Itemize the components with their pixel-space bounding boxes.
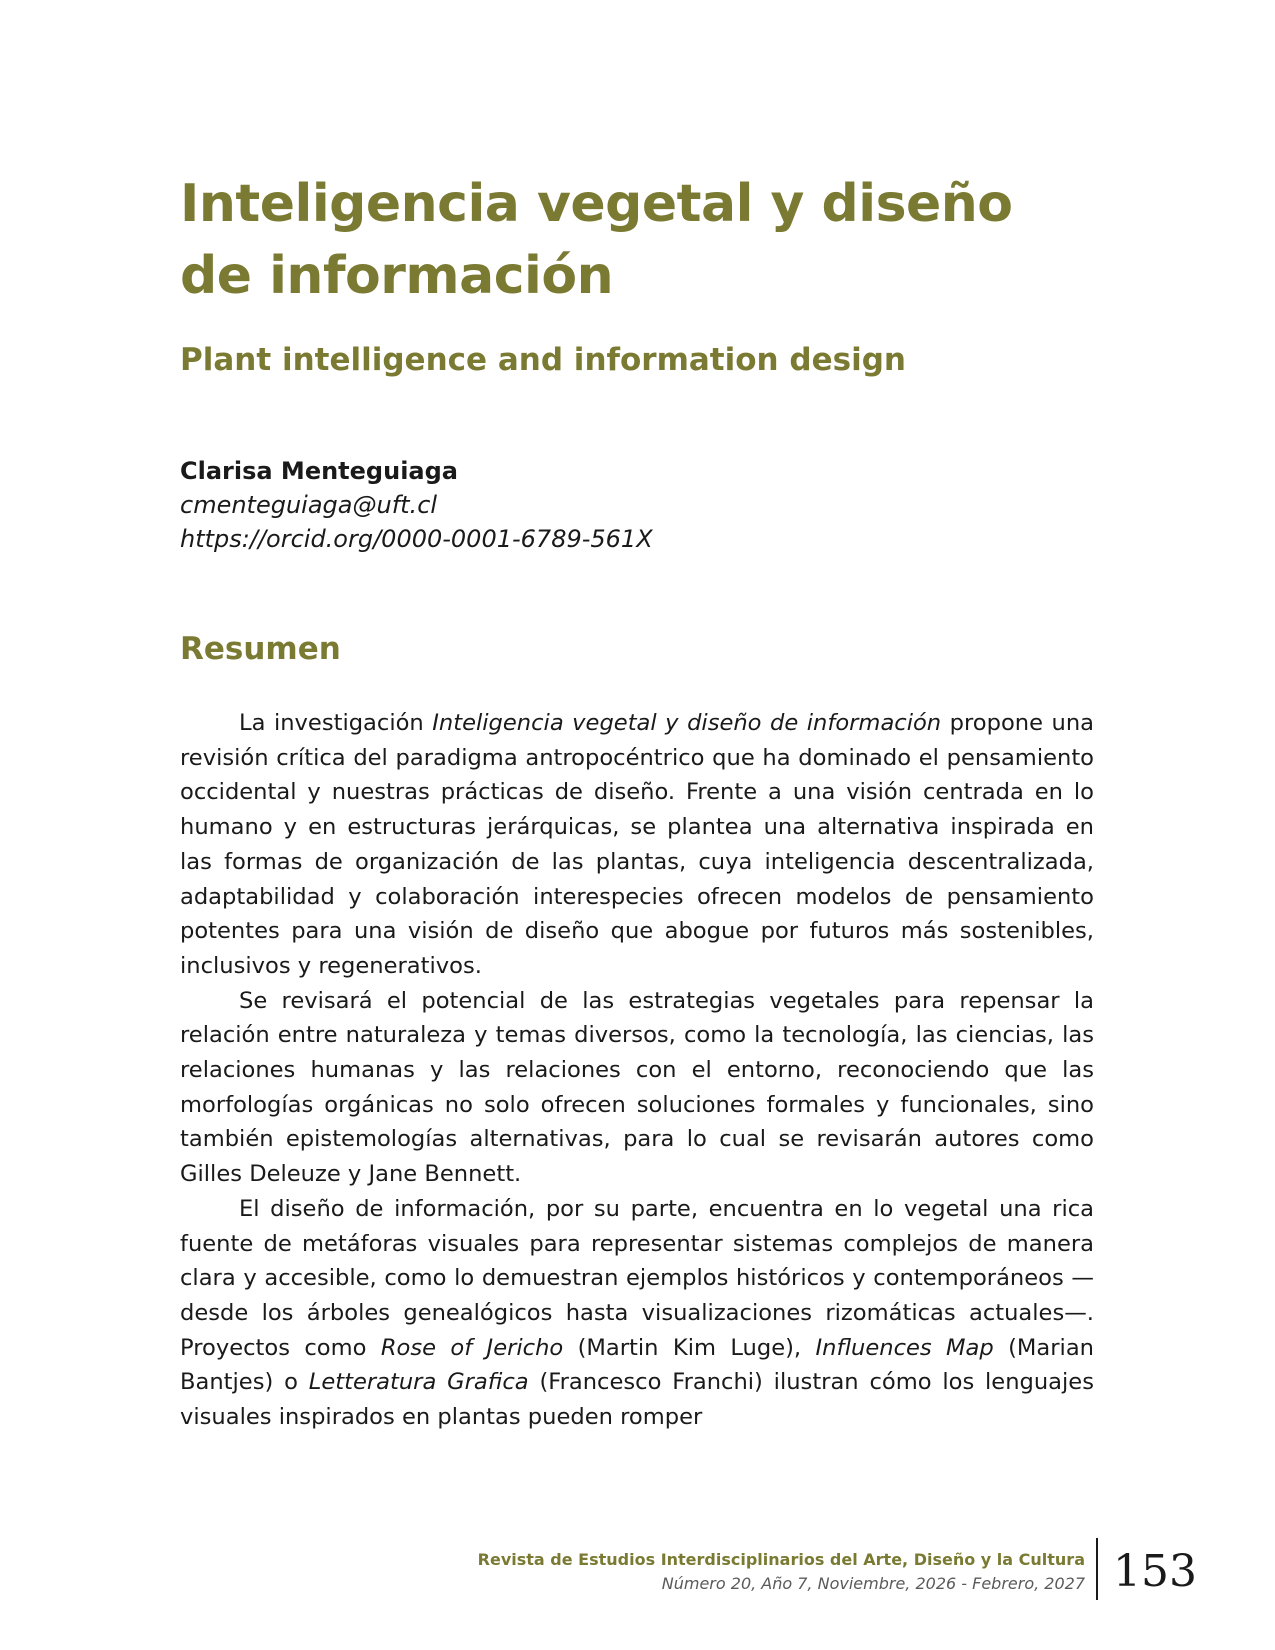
abstract-paragraph-1 — [180, 706, 1094, 984]
abstract-italic-title: Inteligencia vegetal y diseño de información — [432, 710, 942, 736]
article-title: Inteligencia vegetal y diseño de información — [180, 174, 1013, 306]
abstract-italic-title: Letteratura Grafica — [308, 1369, 529, 1396]
author-orcid-link[interactable]: https://orcid.org/0000-0001-6789-561X — [180, 525, 653, 553]
abstract-text: (Francesco Franchi) ilustran cómo los lenguajes visuales inspirados en plantas pueden romper — [180, 1369, 1094, 1431]
abstract-text: La investigación — [239, 710, 433, 736]
abstract-text: (Martin Kim Luge), — [563, 1334, 816, 1361]
page-number: 153 — [1113, 1546, 1197, 1597]
abstract-text: propone una revisión crítica del paradigma antropocéntrico que ha dominado el pensamiento occidental y nuestras prácticas de diseño. Frente a una visión centrada en lo humano y en estructuras jerárquicas, se plantea una alternativa inspirada en las formas de organización de las plantas, cuya inteligencia descentralizada, adaptabilidad y colaboración interespecies ofrecen modelos de pensamiento potentes para una visión de diseño que abogue por futuros más sostenibles, inclusivos y regenerativos. — [180, 710, 1094, 979]
footer-issue-info: Número 20, Año 7, Noviembre, 2026 - Febrero, 2027 — [661, 1574, 1085, 1593]
abstract-text: (Marian Bantjes) o — [180, 1334, 1094, 1396]
abstract-paragraph-3 — [180, 1192, 1094, 1435]
article-subtitle: Plant intelligence and information design — [180, 342, 906, 378]
author-block — [180, 454, 1080, 556]
abstract-italic-title: Rose of Jericho — [380, 1334, 564, 1361]
footer-journal-name: Revista de Estudios Interdisciplinarios del Arte, Diseño y la Cultura — [477, 1550, 1085, 1569]
abstract-text: El diseño de información, por su parte, encuentra en lo vegetal una rica fuente de metáforas visuales para representar sistemas complejos de manera clara y accesible, como lo demuestran ejemplos históricos y contemporáneos —desde los árboles genealógicos hasta visualizaciones rizomáticas actuales—. Proyectos como — [180, 1195, 1094, 1361]
author-name: Clarisa Menteguiaga — [180, 457, 458, 485]
footer-divider — [1096, 1538, 1098, 1600]
abstract-heading: Resumen — [180, 631, 341, 667]
abstract-paragraph-2: Se revisará el potencial de las estrategias vegetales para repensar la relación entre naturaleza y temas diversos, como la tecnología, las ciencias, las relaciones humanas y las relaciones con el entorno, reconociendo que las morfologías orgánicas no solo ofrecen soluciones formales y funcionales, sino también epistemologías alternativas, para lo cual se revisarán autores como Gilles Deleuze y Jane Bennett. — [180, 987, 1094, 1188]
abstract-italic-title: Influences Map — [815, 1334, 994, 1361]
abstract-body — [180, 706, 1094, 1435]
author-email[interactable]: cmenteguiaga@uft.cl — [180, 491, 438, 519]
